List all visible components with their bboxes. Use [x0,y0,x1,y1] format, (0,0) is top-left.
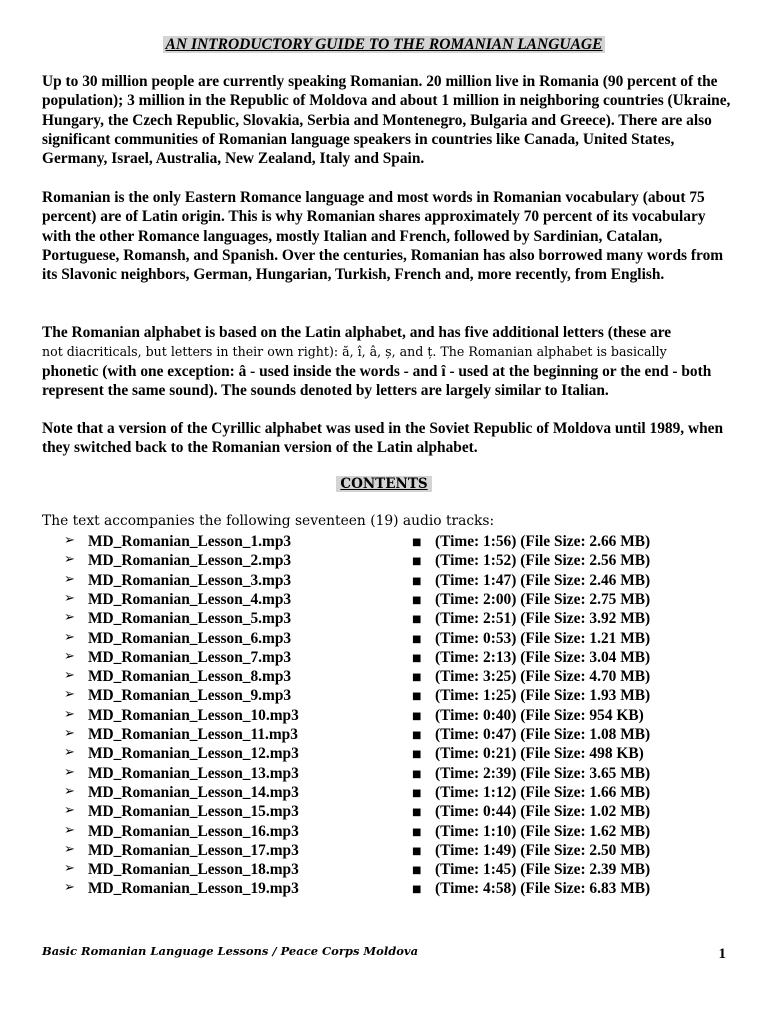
track-row [0,707,768,726]
track-row [0,726,768,745]
paragraph-speakers: Up to 30 million people are currently speaking Romanian. 20 million live in Romania (90 percent of the population); 3 million in the Republic of Moldova and about 1 million in neighboring countries (Ukraine, Hungary, the Czech Republic, Slovakia, Serbia and Montenegro, Bulgaria and Greece). There are also significant communities of Romanian language speakers in countries like Canada, United States, Germany, Israel, Australia, New Zealand, Italy and Spain. [42,73,731,168]
track-row [0,687,768,706]
arrow-bullet-icon: ➢ [64,783,75,799]
square-bullet-icon: ■ [412,710,422,722]
track-info: (Time: 4:58) (File Size: 6.83 MB) [435,880,651,898]
page-number: 1 [718,946,726,962]
paragraph-cyrillic: Note that a version of the Cyrillic alphabet was used in the Soviet Republic of Moldova until 1989, when they switched back to the Romanian version of the Latin alphabet. [42,420,724,457]
track-filename: MD_Romanian_Lesson_13.mp3 [88,764,299,782]
track-info: (Time: 1:45) (File Size: 2.39 MB) [435,861,651,879]
tracks-intro: The text accompanies the following seventeen (19) audio tracks: [42,513,495,529]
square-bullet-icon: ■ [412,633,422,645]
track-row [0,610,768,629]
arrow-bullet-icon: ➢ [64,880,75,896]
track-row [0,552,768,571]
arrow-bullet-icon: ➢ [64,841,75,857]
square-bullet-icon: ■ [412,594,422,606]
square-bullet-icon: ■ [412,652,422,664]
contents-heading [0,476,768,492]
track-row [0,765,768,784]
arrow-bullet-icon: ➢ [64,822,75,838]
alphabet-line-2: not diacriticals, but letters in their own right): ă, î, â, ș, and ț. The Romanian alphabet is basically [42,344,667,360]
arrow-bullet-icon: ➢ [64,745,75,761]
track-info: (Time: 1:25) (File Size: 1.93 MB) [435,687,651,705]
track-filename: MD_Romanian_Lesson_9.mp3 [88,687,292,705]
track-info: (Time: 0:47) (File Size: 1.08 MB) [435,726,651,743]
square-bullet-icon: ■ [412,749,422,761]
track-row [0,784,768,803]
arrow-bullet-icon: ➢ [64,629,75,645]
track-row [0,880,768,899]
square-bullet-icon: ■ [412,730,422,741]
track-info: (Time: 1:10) (File Size: 1.62 MB) [435,822,651,840]
square-bullet-icon: ■ [412,845,422,857]
arrow-bullet-icon: ➢ [64,726,75,741]
track-filename: MD_Romanian_Lesson_11.mp3 [88,726,298,743]
contents-heading-text: CONTENTS [336,476,431,492]
square-bullet-icon: ■ [412,807,422,819]
arrow-bullet-icon: ➢ [64,764,75,780]
arrow-bullet-icon: ➢ [64,571,75,587]
square-bullet-icon: ■ [412,556,422,568]
track-filename: MD_Romanian_Lesson_5.mp3 [88,610,292,628]
arrow-bullet-icon: ➢ [64,610,75,626]
square-bullet-icon: ■ [412,614,422,626]
arrow-bullet-icon: ➢ [64,590,75,606]
square-bullet-icon: ■ [412,787,422,799]
square-bullet-icon: ■ [412,865,422,877]
track-row [0,533,768,552]
arrow-bullet-icon: ➢ [64,803,75,819]
track-info: (Time: 1:12) (File Size: 1.66 MB) [435,783,651,801]
alphabet-line-3: phonetic (with one exception: â - used inside the words - and î - used at the beginning or the end - both represent the same sound). The sounds denoted by letters are largely similar to Italian. [42,362,712,399]
track-info: (Time: 2:51) (File Size: 3.92 MB) [435,610,651,628]
track-row [0,591,768,610]
track-filename: MD_Romanian_Lesson_10.mp3 [88,706,299,724]
track-row [0,649,768,668]
track-row [0,668,768,687]
track-filename: MD_Romanian_Lesson_18.mp3 [88,861,299,879]
track-row [0,842,768,861]
arrow-bullet-icon: ➢ [64,648,75,664]
square-bullet-icon: ■ [412,537,422,548]
track-row [0,745,768,764]
track-filename: MD_Romanian_Lesson_2.mp3 [88,552,292,570]
track-filename: MD_Romanian_Lesson_15.mp3 [88,803,299,821]
track-row [0,803,768,822]
track-info: (Time: 2:39) (File Size: 3.65 MB) [435,764,651,782]
alphabet-line-1: The Romanian alphabet is based on the Latin alphabet, and has five additional letters (these are [42,324,672,341]
track-filename: MD_Romanian_Lesson_12.mp3 [88,745,299,763]
track-filename: MD_Romanian_Lesson_17.mp3 [88,841,299,859]
track-filename: MD_Romanian_Lesson_1.mp3 [88,533,292,550]
track-row [0,630,768,649]
footer-title: Basic Romanian Language Lessons / Peace Corps Moldova [42,944,419,958]
square-bullet-icon: ■ [412,575,422,587]
track-info: (Time: 1:56) (File Size: 2.66 MB) [435,533,651,550]
track-row [0,823,768,842]
arrow-bullet-icon: ➢ [64,687,75,703]
track-info: (Time: 2:00) (File Size: 2.75 MB) [435,590,651,608]
square-bullet-icon: ■ [412,672,422,684]
track-info: (Time: 1:52) (File Size: 2.56 MB) [435,552,651,570]
track-filename: MD_Romanian_Lesson_8.mp3 [88,668,292,686]
track-info: (Time: 2:13) (File Size: 3.04 MB) [435,648,651,666]
arrow-bullet-icon: ➢ [64,533,75,548]
track-filename: MD_Romanian_Lesson_6.mp3 [88,629,292,647]
square-bullet-icon: ■ [412,826,422,838]
track-info: (Time: 0:21) (File Size: 498 KB) [435,745,644,763]
track-filename: MD_Romanian_Lesson_14.mp3 [88,783,299,801]
track-row [0,572,768,591]
track-info: (Time: 1:47) (File Size: 2.46 MB) [435,571,651,589]
square-bullet-icon: ■ [412,884,422,896]
arrow-bullet-icon: ➢ [64,552,75,568]
square-bullet-icon: ■ [412,768,422,780]
document-title-text: AN INTRODUCTORY GUIDE TO THE ROMANIAN LANGUAGE [163,36,606,53]
paragraph-romance-origin: Romanian is the only Eastern Romance language and most words in Romanian vocabulary (about 75 percent) are of Latin origin. This is why Romanian shares approximately 70 percent of its vocabulary with the other Romance languages, mostly Italian and French, followed by Sardinian, Catalan, Portuguese, Romansh, and Spanish. Over the centuries, Romanian has also borrowed many words from its Slavonic neighbors, German, Hungarian, Turkish, French and, more recently, from English. [42,189,724,284]
track-filename: MD_Romanian_Lesson_7.mp3 [88,648,292,666]
track-info: (Time: 0:53) (File Size: 1.21 MB) [435,629,651,647]
track-filename: MD_Romanian_Lesson_3.mp3 [88,571,292,589]
track-row [0,861,768,880]
track-filename: MD_Romanian_Lesson_4.mp3 [88,590,292,608]
square-bullet-icon: ■ [412,691,422,703]
track-filename: MD_Romanian_Lesson_16.mp3 [88,822,299,840]
track-info: (Time: 0:44) (File Size: 1.02 MB) [435,803,651,821]
arrow-bullet-icon: ➢ [64,706,75,722]
arrow-bullet-icon: ➢ [64,668,75,684]
arrow-bullet-icon: ➢ [64,861,75,877]
track-info: (Time: 0:40) (File Size: 954 KB) [435,706,644,724]
paragraph-alphabet [42,323,732,400]
track-info: (Time: 3:25) (File Size: 4.70 MB) [435,668,651,686]
track-filename: MD_Romanian_Lesson_19.mp3 [88,880,299,898]
track-info: (Time: 1:49) (File Size: 2.50 MB) [435,841,651,859]
document-title [0,36,768,54]
